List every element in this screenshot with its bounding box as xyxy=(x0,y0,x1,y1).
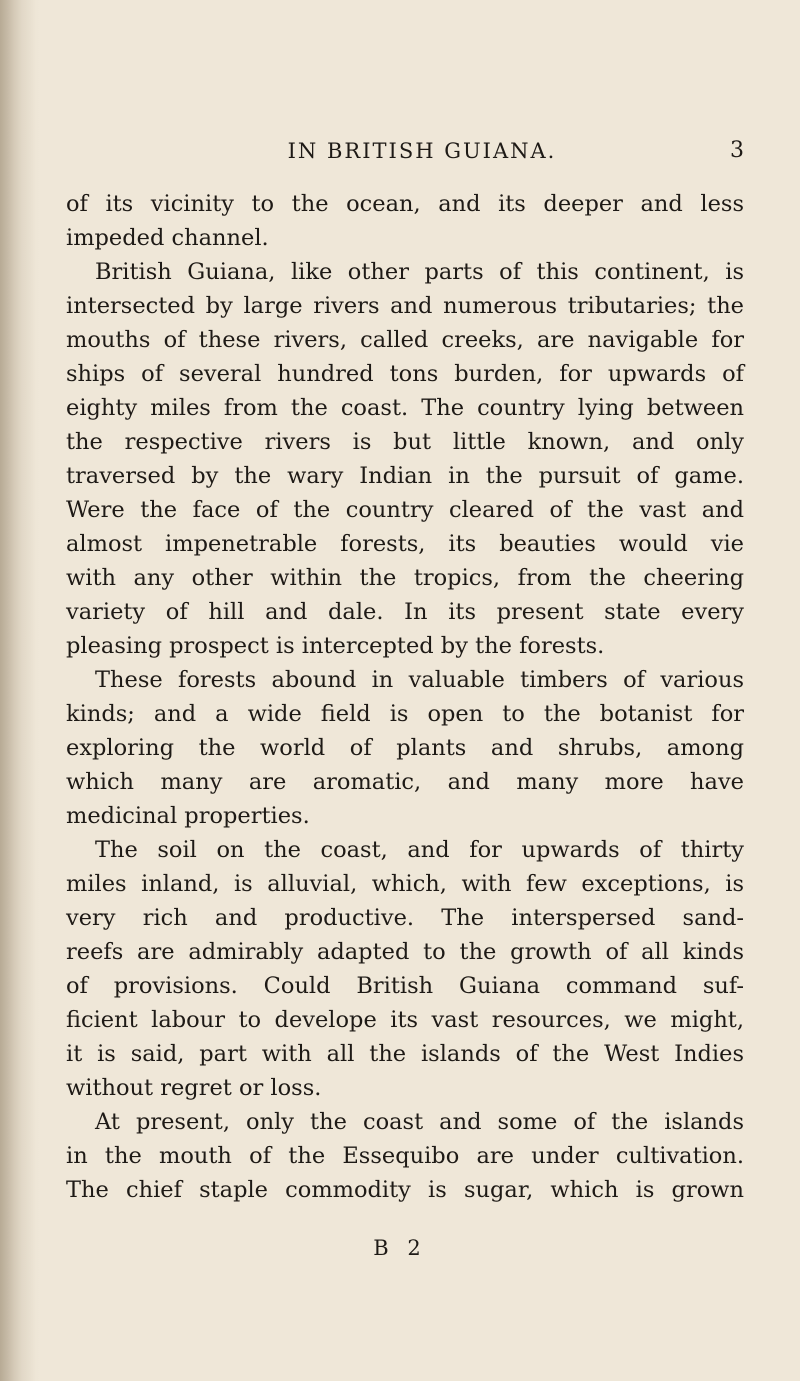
text-line: miles inland, is alluvial, which, with few exceptions, is xyxy=(66,871,744,897)
text-line: ficient labour to develope its vast resources, we might, xyxy=(66,1007,744,1033)
text-line: impeded channel. xyxy=(66,225,269,251)
text-line: reefs are admirably adapted to the growth of all kinds xyxy=(66,939,744,965)
text-line: These forests abound in valuable timbers of various xyxy=(95,667,744,693)
text-line: pleasing prospect is intercepted by the forests. xyxy=(66,633,605,659)
text-line: of its vicinity to the ocean, and its deeper and less xyxy=(66,191,744,217)
signature-mark: B 2 xyxy=(373,1236,427,1260)
running-title: IN BRITISH GUIANA. xyxy=(287,139,557,163)
text-line: of provisions. Could British Guiana command suf- xyxy=(66,973,744,999)
text-line: exploring the world of plants and shrubs, among xyxy=(66,735,744,761)
text-line: mouths of these rivers, called creeks, are navigable for xyxy=(66,327,744,353)
text-line: kinds; and a wide field is open to the botanist for xyxy=(66,701,744,727)
binding-gutter-shadow xyxy=(0,0,36,1381)
text-line: ships of several hundred tons burden, for upwards of xyxy=(66,361,744,387)
text-line: variety of hill and dale. In its present state every xyxy=(66,599,744,625)
text-line: traversed by the wary Indian in the pursuit of game. xyxy=(66,463,744,489)
text-line: At present, only the coast and some of the islands xyxy=(95,1109,744,1135)
body-text xyxy=(66,187,744,1207)
text-line: Were the face of the country cleared of the vast and xyxy=(66,497,744,523)
text-line: The soil on the coast, and for upwards of thirty xyxy=(95,837,744,863)
text-line: almost impenetrable forests, its beauties would vie xyxy=(66,531,744,557)
text-line: intersected by large rivers and numerous tributaries; the xyxy=(66,293,744,319)
text-line: which many are aromatic, and many more have xyxy=(66,769,744,795)
text-line: with any other within the tropics, from the cheering xyxy=(66,565,744,591)
text-line: in the mouth of the Essequibo are under cultivation. xyxy=(66,1143,744,1169)
text-line: the respective rivers is but little known, and only xyxy=(66,429,744,455)
text-line: medicinal properties. xyxy=(66,803,310,829)
text-line: The chief staple commodity is sugar, which is grown xyxy=(66,1177,744,1203)
text-line: very rich and productive. The interspersed sand- xyxy=(66,905,744,931)
text-line: eighty miles from the coast. The country lying between xyxy=(66,395,744,421)
page-number: 3 xyxy=(730,138,744,163)
text-line: British Guiana, like other parts of this continent, is xyxy=(95,259,744,285)
text-line: it is said, part with all the islands of the West Indies xyxy=(66,1041,744,1067)
text-line: without regret or loss. xyxy=(66,1075,322,1101)
running-head xyxy=(66,136,744,166)
